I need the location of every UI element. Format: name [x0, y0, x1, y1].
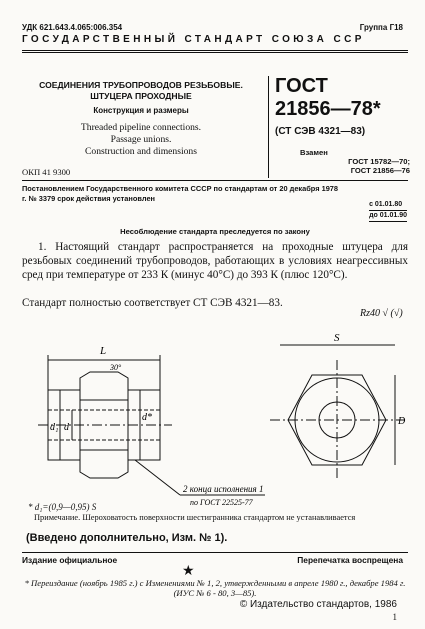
- title-ru: [22, 80, 260, 102]
- title-en-line-3: Construction and dimensions: [85, 146, 197, 157]
- roughness-check-icon: √: [382, 308, 388, 319]
- udk-code: УДК 621.643.4.065:006.354: [22, 23, 123, 32]
- label-L: L: [100, 345, 107, 357]
- side-view: [38, 355, 265, 495]
- title-ru-line-2: ШТУЦЕРА ПРОХОДНЫЕ: [90, 91, 192, 101]
- union-drawing: [30, 320, 415, 510]
- title-en-line-1: Threaded pipeline connections.: [80, 122, 202, 133]
- valid-from: с 01.01.80: [369, 200, 407, 211]
- paragraph-1: 1. Настоящий стандарт распространяется на проходные штуцера для резьбовых соединений трубопроводов, работающих в условиях неагрессивных сред при температуре от 233 К (минус 40°С) до 393 К (плюс 120°С).: [22, 241, 408, 281]
- reissue-note: * Переиздание (ноябрь 1985 г.) с Изменениями № 1, 2, утвержденными в апреле 1980 г., декабре 1984 г. (ИУС № 6 - 80, 3—85).: [24, 578, 406, 598]
- penalty-notice: Несоблюдение стандарта преследуется по закону: [120, 227, 310, 236]
- replaced-standard-1: ГОСТ 15782—70;: [348, 157, 410, 166]
- gost-number: 21856—78*: [275, 98, 381, 120]
- page-number: 1: [392, 612, 397, 622]
- edition-label: Издание официальное: [22, 555, 118, 565]
- label-d1: d₁: [50, 422, 59, 433]
- replaced-label: Взамен: [300, 148, 328, 157]
- replaced-standard-2: ГОСТ 21856—76: [350, 166, 410, 175]
- label-D: D: [398, 416, 406, 427]
- group-code: Группа Г18: [359, 23, 403, 32]
- title-divider: [268, 76, 269, 178]
- footnote-note: Примечание. Шероховатость поверхности шестигранника стандартом не устанавливается: [34, 513, 356, 522]
- end-view: [270, 345, 404, 480]
- okp-code: ОКП 41 9300: [22, 167, 71, 177]
- note-leader: [135, 460, 180, 495]
- footer-rule: [22, 552, 408, 553]
- label-d: d: [64, 422, 69, 433]
- subtitle-ru: Конструкция и размеры: [93, 106, 189, 115]
- title-en: [22, 122, 260, 158]
- decree-text: Постановлением Государственного комитета СССР по стандартам от 20 декабря 1978 г. № 3379 срок действия установлен: [22, 184, 339, 203]
- title-en-line-2: Passage unions.: [110, 134, 172, 145]
- header-rule-2: [22, 52, 408, 53]
- gost-label: ГОСТ: [275, 75, 328, 97]
- copyright: © Издательство стандартов, 1986: [239, 599, 397, 610]
- state-standard-heading: ГОСУДАРСТВЕННЫЙ СТАНДАРТ СОЮЗА ССР: [22, 34, 365, 45]
- st-sev-number: (СТ СЭВ 4321—83): [275, 126, 366, 137]
- valid-to: до 01.01.90: [369, 211, 407, 222]
- roughness-value: Rz40: [360, 308, 380, 319]
- footnote-d1: * d₁=(0,9—0,95) S: [28, 502, 97, 512]
- reprint-label: Перепечатка воспрещена: [297, 555, 403, 565]
- paragraph-2: Стандарт полностью соответствует СТ СЭВ 4321—83.: [22, 297, 283, 309]
- replaced-standards: [275, 157, 410, 175]
- note-line-1: 2 конца исполнения 1: [183, 484, 264, 494]
- star-icon: ★: [182, 564, 195, 579]
- validity-dates: [369, 200, 407, 222]
- title-ru-line-1: СОЕДИНЕНИЯ ТРУБОПРОВОДОВ РЕЗЬБОВЫЕ.: [39, 80, 243, 90]
- introduced-note: (Введено дополнительно, Изм. № 1).: [26, 532, 228, 544]
- label-dstar: d*: [142, 412, 152, 423]
- roughness-mark: [360, 308, 403, 319]
- header-rule: [22, 50, 408, 51]
- decree-rule: [22, 180, 408, 181]
- roughness-paren: (√): [390, 308, 403, 319]
- label-angle: 30°: [110, 363, 122, 372]
- label-S: S: [334, 332, 340, 344]
- note-line-2: по ГОСТ 22525-77: [190, 498, 253, 507]
